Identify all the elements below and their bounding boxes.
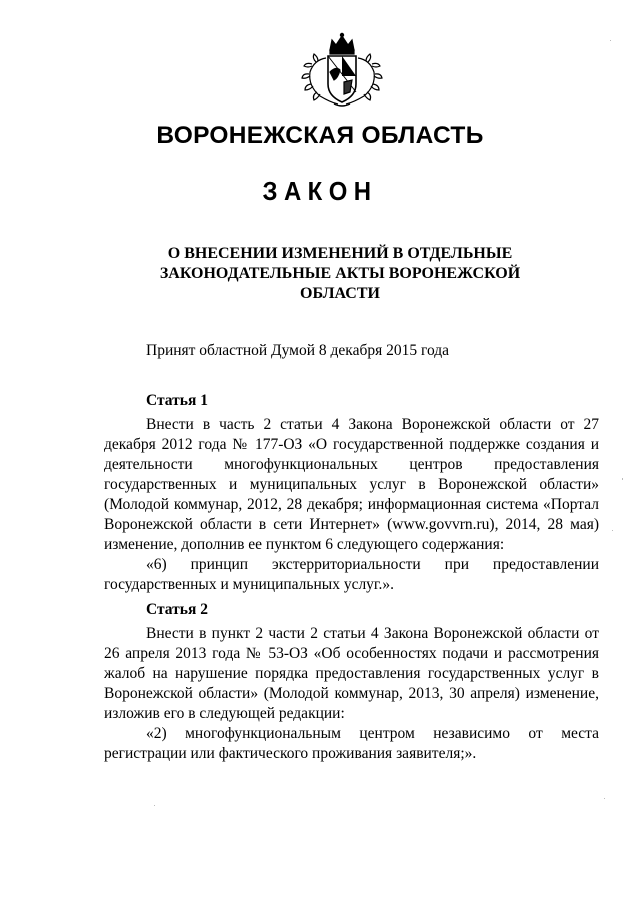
- law-title-line: О ВНЕСЕНИИ ИЗМЕНЕНИЙ В ОТДЕЛЬНЫЕ: [167, 245, 513, 262]
- law-title-line: ЗАКОНОДАТЕЛЬНЫЕ АКТЫ ВОРОНЕЖСКОЙ: [159, 265, 521, 282]
- scan-speck: [604, 798, 605, 799]
- scan-speck: [612, 530, 613, 531]
- scan-speck: [622, 478, 623, 480]
- law-title-line: ОБЛАСТИ: [300, 285, 380, 302]
- article-1-heading: Статья 1: [146, 392, 208, 409]
- article-2-text: Внести в пункт 2 части 2 статьи 4 Закона Воронежской области от 26 апреля 2013 года № 53-ОЗ «Об особенностях подачи и рассмотрения жалоб на нарушение порядка предоставления государственных услуг в Воронежской области» (Молодой коммунар, 2013, 30 апреля) изменение, изложив его в следующей редакции:: [104, 625, 599, 722]
- coat-of-arms-icon: [300, 32, 384, 108]
- law-title: [150, 244, 530, 304]
- article-2-quote: «2) многофункциональным центром независимо от места регистрации или фактического проживания заявителя;».: [104, 725, 599, 762]
- adoption-date: Принят областной Думой 8 декабря 2015 года: [146, 342, 450, 359]
- document-type: ЗАКОН: [262, 176, 378, 206]
- article-1-quote: «6) принцип экстерриториальности при предоставлении государственных и муниципальных услуг.».: [104, 556, 599, 593]
- article-2-heading: Статья 2: [146, 601, 208, 618]
- scan-speck: [610, 40, 611, 41]
- article-1-text: Внести в часть 2 статьи 4 Закона Воронежской области от 27 декабря 2012 года № 177-ОЗ «О государственной поддержке создания и деятельности многофункциональных центров предоставления государственных и муниципальных услуг в Воронежской области» (Молодой коммунар, 2012, 28 декабря; информационная система «Портал Воронежской области в сети Интернет» (www.govvrn.ru), 2014, 28 мая) изменение, дополнив ее пунктом 6 следующего содержания:: [104, 416, 599, 553]
- region-name: ВОРОНЕЖСКАЯ ОБЛАСТЬ: [156, 122, 484, 149]
- scan-speck: [154, 805, 155, 806]
